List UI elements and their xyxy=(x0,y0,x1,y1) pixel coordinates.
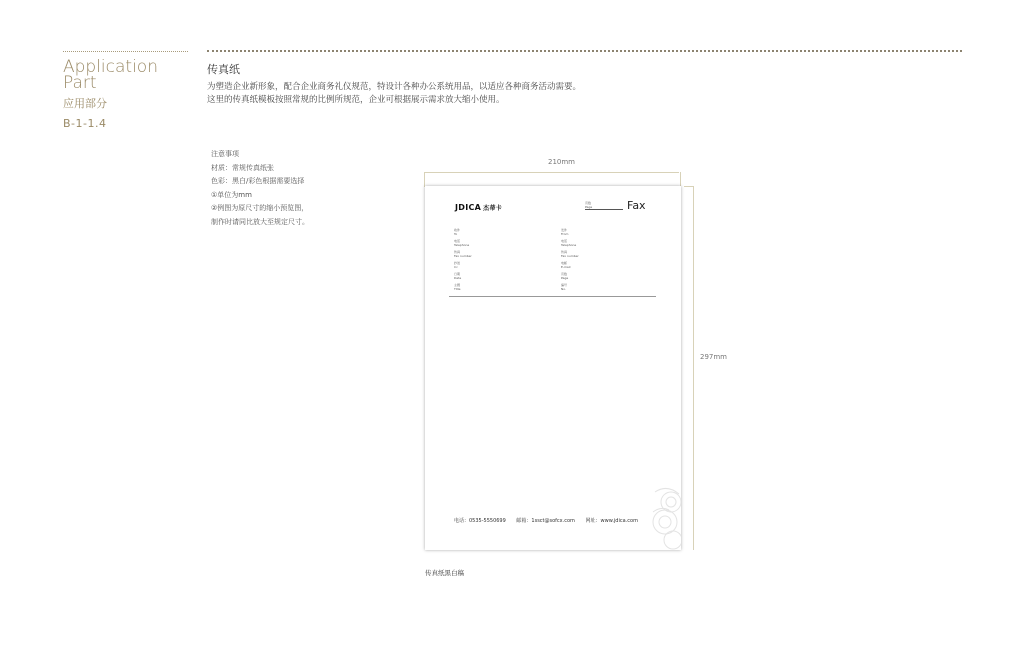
note-material: 材质：常规传真纸张 xyxy=(211,163,274,172)
floral-watermark-icon xyxy=(647,482,681,550)
section-title-en xyxy=(63,59,158,91)
page-count-label xyxy=(585,201,592,209)
section-title-cn: 应用部分 xyxy=(63,97,107,110)
height-guide-line xyxy=(693,186,694,550)
logo-cn: 杰蒂卡 xyxy=(483,205,503,212)
paper-caption: 传真纸黑白稿 xyxy=(425,569,464,577)
field-page: 页数 Page xyxy=(561,272,569,280)
section-title-line2: Part xyxy=(63,73,97,93)
fax-logo xyxy=(455,203,502,212)
note-preview: ②例图为原尺寸的缩小预览图， xyxy=(211,204,309,212)
section-title-line1: Application xyxy=(63,57,158,77)
field-to: 收件 To xyxy=(454,228,461,236)
field-date: 日期 Date xyxy=(454,272,462,280)
footer-website: 网址：www.jdica.com xyxy=(585,518,638,524)
notes-title: 注意事项 xyxy=(211,150,239,158)
field-number: 编号 No. xyxy=(561,283,568,291)
fax-paper xyxy=(425,186,681,550)
field-telephone: 电话 Telephone xyxy=(454,239,470,247)
page-label-cn: 页数 xyxy=(585,201,592,205)
page-heading: 传真纸 xyxy=(207,63,240,76)
intro-line: 为塑造企业新形象，配合企业商务礼仪规范，特设计各种办公系统用品，以适应各种商务活动需要。 xyxy=(207,82,582,92)
page-count-line xyxy=(585,209,623,210)
logo-en: JDICA xyxy=(455,203,482,212)
field-cc: 抄送 Cc xyxy=(454,261,461,269)
header-divider-left xyxy=(63,51,188,52)
field-email: 电邮 E-mail xyxy=(561,261,571,269)
note-unit: ①单位为mm xyxy=(211,190,252,199)
field-from: 发件 From xyxy=(561,228,569,236)
footer-phone: 电话：0535-5550699 xyxy=(454,518,506,524)
height-dimension: 297mm xyxy=(700,353,727,361)
fields-right xyxy=(561,228,579,294)
width-guide-line xyxy=(424,172,679,173)
intro-text xyxy=(207,81,581,107)
page-label-en: Page xyxy=(585,205,593,209)
note-scale: 制作时请同比放大至规定尺寸。 xyxy=(211,217,309,226)
field-title: 主题 Title xyxy=(454,283,461,291)
section-code: B-1-1.4 xyxy=(63,117,107,130)
footer-email: 邮箱：1ssct@sofcx.com xyxy=(516,518,575,524)
field-fax-number: 传真 Fax number xyxy=(561,250,579,258)
fields-left xyxy=(454,228,472,294)
intro-line: 这里的传真纸模板按照常规的比例所规范，企业可根据展示需求放大缩小使用。 xyxy=(207,95,505,105)
notes-block xyxy=(211,148,309,229)
fax-title: Fax xyxy=(627,199,646,212)
header-divider-right xyxy=(207,50,962,52)
header-separator xyxy=(449,296,656,297)
field-fax-number: 传真 Fax number xyxy=(454,250,472,258)
note-color: 色彩：黑白/彩色根据需要选择 xyxy=(211,177,305,185)
fax-footer xyxy=(454,517,647,524)
width-dimension: 210mm xyxy=(548,158,575,166)
field-telephone: 电话 Telephone xyxy=(561,239,577,247)
width-guide-tick-left xyxy=(424,172,425,187)
